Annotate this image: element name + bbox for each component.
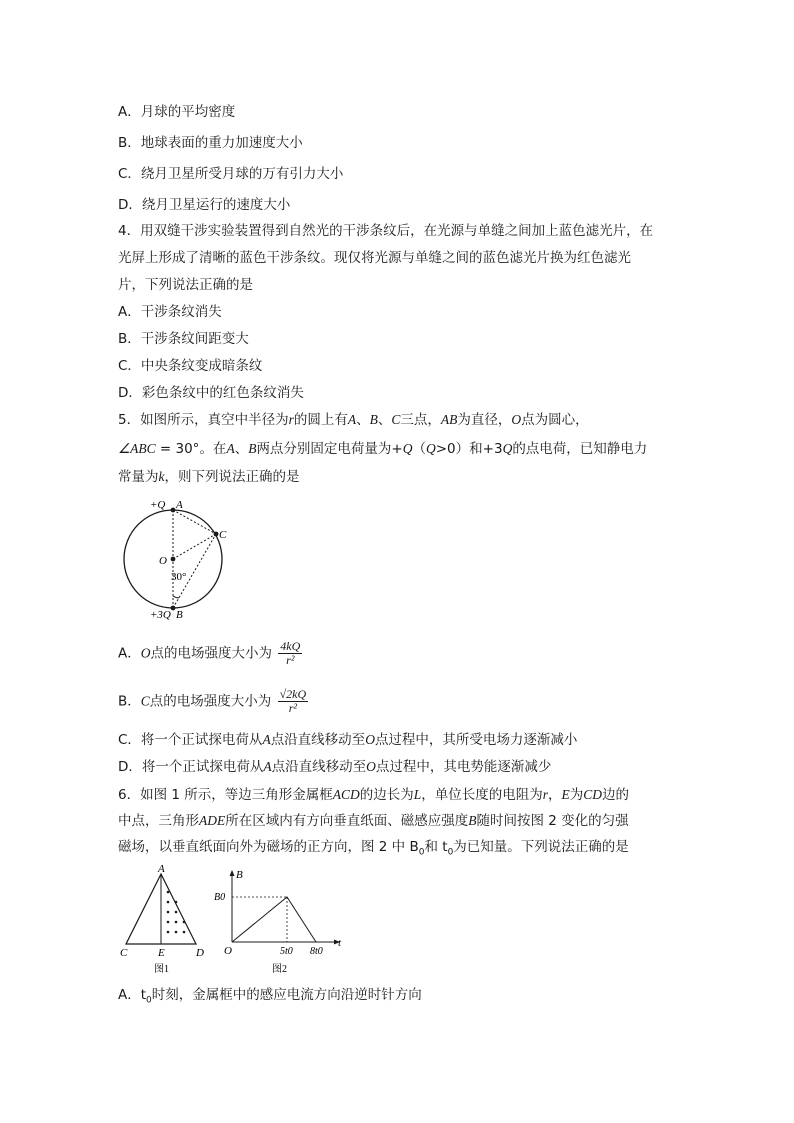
fig2-label-b0: B0 (214, 892, 226, 903)
label-a: A (176, 499, 183, 511)
q5-stem-line2: ∠ABC = 30°。在A、B两点分别固定电荷量为+Q（Q>0）和+3Q的点电荷，已知静电力 (118, 441, 648, 457)
q3-option-c: C．绕月卫星所受月球的万有引力大小 (118, 166, 344, 182)
point-c (214, 532, 219, 537)
q3-option-d: D．绕月卫星运行的速度大小 (118, 197, 291, 213)
label-c: C (219, 529, 227, 541)
label-plus-3q: +3Q (150, 609, 171, 621)
q5-stem-line1: 5．如图所示，真空中半径为r的圆上有A、B、C三点，AB为直径，O点为圆心， (118, 412, 589, 428)
q6-figure-1-triangle (116, 864, 216, 976)
q6-option-a: A．$t_0$时刻，金属框中的感应电流方向沿逆时针方向 (118, 987, 422, 1006)
q5-option-d: D．将一个正试探电荷从A点沿直线移动至O点过程中，其电势能逐渐减少 (118, 759, 552, 775)
point-a (171, 508, 176, 513)
q4-stem-line2: 光屏上形成了清晰的蓝色干涉条纹。现仅将光源与单缝之间的蓝色滤光片换为红色滤光 (118, 250, 631, 266)
y-axis-arrow (230, 870, 235, 876)
segment-oc (173, 534, 216, 559)
q6-stem-line3: 磁场，以垂直纸面向外为磁场的正方向，图 2 中 $B_0$和 $t_0$为已知量。下列说法正确的是 (118, 839, 629, 858)
q4-option-b: B．干涉条纹间距变大 (118, 331, 249, 347)
label-plus-q: +Q (150, 499, 166, 511)
label-o: O (159, 555, 167, 567)
fraction-4kq-r2: $\frac{4kQ}{\text{r²}}$ (280, 639, 301, 667)
q3-option-a: A．月球的平均密度 (118, 104, 236, 120)
label-b: B (176, 609, 183, 621)
fig2-caption: 图2 (272, 964, 287, 975)
q6-stem-line2: 中点，三角形ADE所在区域内有方向垂直纸面、磁感应强度B随时间按图 2 变化的匀强 (118, 813, 629, 829)
fig2-label-t: t (338, 937, 342, 949)
q4-option-c: C．中央条纹变成暗条纹 (118, 358, 263, 374)
fig2-label-b: B (236, 869, 243, 881)
fig2-label-8t0: 8t0 (310, 946, 323, 957)
q5-stem-line3: 常量为k，则下列说法正确的是 (118, 469, 300, 485)
fig1-label-d: D (196, 947, 204, 959)
b-curve (232, 897, 316, 942)
fig1-label-a: A (158, 864, 165, 875)
angle-arc (173, 596, 179, 598)
q3-option-b: B．地球表面的重力加速度大小 (118, 135, 303, 151)
q5-option-b: B．C点的电场强度大小为 $\frac{√2kQ}{\text{r²}}$ (118, 687, 307, 715)
magnetic-field-dots (167, 891, 186, 934)
q4-option-d: D．彩色条纹中的红色条纹消失 (118, 385, 304, 401)
q5-option-a: A．O点的电场强度大小为 $\frac{4kQ}{\text{r²}}$ (118, 639, 301, 667)
fig1-label-c: C (120, 947, 128, 959)
q6-figure-2-graph (214, 866, 354, 976)
fig1-caption: 图1 (154, 964, 169, 975)
q4-option-a: A．干涉条纹消失 (118, 304, 222, 320)
q4-stem-line1: 4．用双缝干涉实验装置得到自然光的干涉条纹后，在光源与单缝之间加上蓝色滤光片，在 (118, 223, 654, 239)
label-angle: 30° (171, 571, 187, 583)
chord-ac (173, 510, 216, 534)
fig1-label-e: E (158, 947, 165, 959)
q6-stem-line1: 6．如图 1 所示，等边三角形金属框ACD的边长为L，单位长度的电阻为r，E为CD边的 (118, 787, 630, 803)
q4-stem-line3: 片，下列说法正确的是 (118, 277, 253, 293)
point-o (171, 557, 176, 562)
fig2-label-5t0: 5t0 (280, 946, 293, 957)
q5-option-c: C．将一个正试探电荷从A点沿直线移动至O点过程中，其所受电场力逐渐减小 (118, 732, 578, 748)
fig2-label-o: O (224, 945, 232, 957)
q5-circle-figure (112, 496, 242, 624)
point-b (171, 606, 176, 611)
fraction-sqrt2kq-r2: $\frac{√2kQ}{\text{r²}}$ (279, 687, 307, 715)
